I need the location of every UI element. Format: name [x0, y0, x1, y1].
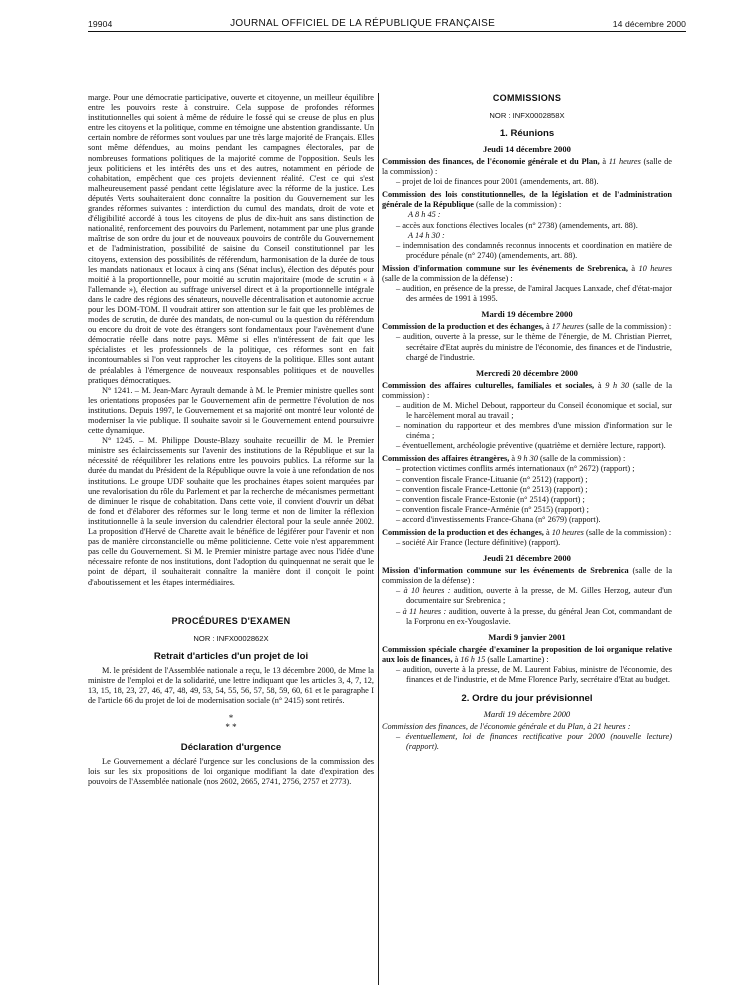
agenda-item: – accord d'investissements France-Ghana (n° 2679) (rapport).	[396, 514, 601, 524]
right-column	[382, 93, 672, 755]
meeting-production: Commission de la production et des échanges, à 17 heures (salle de la commission) : – audition, ouverte à la presse, sur le thème de l'énergie, de M. Christian Pierret, secrétaire d'Etat auprès du ministre de l'économie, des finances et de l'industrie, chargé de l'industrie.	[382, 322, 672, 362]
procedures-nor: NOR : INFX0002862X	[193, 633, 269, 643]
meeting-room: (salle de la commission) :	[585, 528, 672, 537]
agenda-item: – à 10 heures : audition, ouverte à la presse, de M. Gilles Herzog, auteur d'un documentaire sur Srebrenica ;	[396, 586, 672, 606]
journal-title: JOURNAL OFFICIEL DE LA RÉPUBLIQUE FRANÇAISE	[230, 18, 496, 29]
question-text-continued: marge. Pour une démocratie participative, ouverte et citoyenne, un meilleur équilibre entre les pouvoirs reste à construire. Cela suppose de profondes réformes institutionnelles qui soient à même de réduire le fossé qui se creuse de plus en plus entre les citoyens et la politique, comme en témoigne une abstention grandissante. Un certain nombre de réformes sont voulues par une très large majorité de Français. Elles sont même défendues, au moins pendant les campagnes électorales, par de nombreuses formations politiques de la majorité comme de l'opposition. Seuls les jeux politiciens et les intérêts des uns et des autres, notamment en période de cohabitation, empêchent que ces projets deviennent réalité. C'est ce qui s'est malheureusement passé pendant cette législature avec la réforme de la justice. Les députés Verts souhaiteraient donc connaître la position du Gouvernement sur les grandes réformes suivantes : interdiction du cumul des mandats, droit de vote et d'éligibilité accordé à tous les citoyens de plus de dix-huit ans sans distinction de nationalité, renforcement des pouvoirs du Parlement, notamment par une plus grande maîtrise de son ordre du jour et de nouveaux pouvoirs de contrôle du Gouvernement et de l'administration, possibilité de saisine du Conseil constitutionnel par les citoyens, extension des possibilités de référendum, harmonisation de la durée de tous les mandats nationaux et locaux à cinq ans (Sénat inclus), élection des députés pour moitié à la proportionnelle, pour moitié au scrutin majoritaire (mode de scrutin « à l'allemande »), élection au suffrage universel direct et à la proportionnelle intégrale dans le cadre des régions des sénateurs, nouvelle décentralisation et autonomie accrue pour les DOM-TOM. Il voudrait attirer son attention sur le fait que les problèmes de modes de scrutin, de durée des mandats, de non-cumul ou la question du référendum ou encore du droit de vote des étrangers sont fondamentaux pour l'avènement d'une démocratie réelle dans notre pays. Même si elles n'intéressent de fait que les spécialistes et les professionnels de la politique, ces réformes sont en fait incontournables si l'on veut rapprocher les citoyens de la politique. Elles sont autant de préalables à l'émergence de nouveaux responsables politiques et de nouvelles pratiques démocratiques.	[88, 93, 374, 385]
retrait-title: Retrait d'articles d'un projet de loi	[153, 650, 309, 662]
section-ordre-du-jour: 2. Ordre du jour prévisionnel	[461, 693, 593, 705]
commission-name: Commission des affaires culturelles, familiales et sociales,	[382, 380, 595, 390]
agenda-text: audition, ouverte à la presse, de M. Gilles Herzog, auteur d'un documentaire sur Srebrenica ;	[406, 586, 672, 606]
agenda-item: – convention fiscale France-Estonie (n° 2514) (rapport) ;	[396, 494, 585, 504]
agenda-item: – société Air France (lecture définitive) (rapport).	[396, 538, 561, 548]
meeting-srebrenica-2	[382, 566, 672, 627]
day-heading: Mardi 9 janvier 2001	[488, 631, 566, 642]
agenda-item: – éventuellement, archéologie préventive (quatrième et dernière lecture, rapport).	[396, 441, 666, 451]
meeting-finances-previsionnel	[382, 722, 672, 752]
agenda-item: – audition, en présence de la presse, de l'amiral Jacques Lanxade, chef d'état-major des armées de 1991 à 1995.	[396, 284, 672, 304]
agenda-item: – convention fiscale France-Lituanie (n° 2512) (rapport) ;	[396, 474, 588, 484]
commission-name: Commission spéciale chargée d'examiner la proposition de loi organique relative aux lois de finances,	[382, 644, 672, 664]
meeting-finances: Commission des finances, de l'économie générale et du Plan, à 11 heures (salle de la commission) : – projet de loi de finances pour 2001 (amendements, art. 88).	[382, 157, 672, 187]
meeting-time: A 8 h 45 :	[408, 210, 441, 220]
day-heading: Mardi 19 décembre 2000	[483, 709, 571, 720]
meeting-room: (salle Lamartine) :	[487, 654, 549, 664]
agenda-item: – audition, ouverte à la presse, sur le thème de l'énergie, de M. Christian Pierret, secrétaire d'Etat auprès du ministre de l'économie, des finances et de l'industrie, chargé de l'industrie.	[396, 332, 672, 362]
meeting-time: A 14 h 30 :	[408, 230, 445, 240]
commissions-nor: NOR : INFX0002858X	[489, 111, 565, 120]
meeting-room: (salle de la commission) :	[382, 380, 673, 400]
day-heading: Mardi 19 décembre 2000	[481, 309, 573, 320]
meeting-room: (salle de la commission) :	[585, 322, 672, 332]
commission-name: Mission d'information commune sur les événements de Srebrenica	[382, 566, 629, 576]
day-heading: Mercredi 20 décembre 2000	[476, 367, 578, 378]
procedures-title: PROCÉDURES D'EXAMEN	[171, 615, 291, 626]
meeting-time: 10 heures	[638, 263, 673, 273]
agenda-item: – à 11 heures : audition, ouverte à la presse, du général Jean Cot, commandant de la Forpronu en ex-Yougoslavie.	[396, 606, 672, 626]
commissions-title: COMMISSIONS	[492, 93, 562, 103]
commission-name: Commission des finances, de l'économie générale et du Plan,	[382, 157, 600, 166]
meeting-time: 16 h 15	[460, 654, 486, 664]
header-rule	[88, 31, 686, 32]
meeting-commission-speciale: Commission spéciale chargée d'examiner la proposition de loi organique relative aux lois de finances, à 16 h 15 (salle Lamartine) : – audition, ouverte à la presse, de M. Laurent Fabius, ministre de l'économie, des finances et de l'industrie, et de Mme Florence Parly, secrétaire d'Etat au budget.	[382, 644, 672, 685]
meeting-time: 10 heures	[551, 528, 584, 537]
commission-name: Mission d'information commune sur les événements de Srebrenica,	[382, 263, 628, 273]
agenda-item: – protection victimes conflits armés internationaux (n° 2672) (rapport) ;	[396, 464, 635, 474]
retrait-text: M. le président de l'Assemblée nationale a reçu, le 13 décembre 2000, de Mme la ministre de l'emploi et de la solidarité, une lettre indiquant que les articles 3, 4, 7, 12, 13, 15, 18, 23, 27, 46, 47, 48, 49, 53, 54, 55, 56, 57, 58, 59, 60, 61 et le paragraphe I de l'article 66 du projet de loi de modernisation sociale (n° 2415) sont retirés.	[88, 665, 374, 705]
meeting-room: (salle de la commission) :	[476, 200, 562, 210]
commission-name: Commission de la production et des échanges,	[382, 528, 544, 537]
meeting-time: 9 h 30	[517, 454, 538, 464]
meeting-affaires-culturelles: Commission des affaires culturelles, familiales et sociales, à 9 h 30 (salle de la commission) : – audition de M. Michel Debout, rapporteur du Conseil économique et social, sur le harcèlement moral au travail ; – nomination du rapporteur et des membres d'une mission d'information sur le cinéma ; – éventuellement, archéologie préventive (quatrième et dernière lecture, rapport).	[382, 380, 673, 451]
meeting-room: (salle de la commission de la défense) :	[382, 566, 672, 586]
agenda-item: – projet de loi de finances pour 2001 (amendements, art. 88).	[396, 177, 599, 187]
agenda-item: – audition, ouverte à la presse, de M. Laurent Fabius, ministre de l'économie, des finances et de l'industrie, et de Mme Florence Parly, secrétaire d'Etat au budget.	[396, 664, 672, 685]
left-column	[88, 93, 374, 787]
meeting-time: 17 heures	[551, 322, 584, 332]
meeting-time: 9 h 30	[605, 380, 630, 390]
page-header	[88, 15, 686, 29]
day-heading: Jeudi 21 décembre 2000	[483, 553, 571, 564]
agenda-item: – éventuellement, loi de finances rectificative pour 2000 (nouvelle lecture) (rapport).	[396, 732, 672, 752]
separator-stars	[88, 714, 374, 732]
commission-name: Commission des lois constitutionnelles, de la législation et de l'administration générale de la République	[382, 190, 672, 210]
star-bottom: * *	[225, 721, 237, 732]
meeting-lois	[382, 190, 672, 261]
urgence-text: Le Gouvernement a déclaré l'urgence sur les conclusions de la commission des lois sur les six propositions de loi organique modifiant la date d'expiration des pouvoirs de l'Assemblée nationale (nos 2602, 2665, 2741, 2756, 2757 et 2773).	[88, 756, 374, 787]
column-divider	[378, 93, 379, 985]
agenda-item: – nomination du rapporteur et des membres d'une mission d'information sur le cinéma ;	[396, 421, 672, 441]
agenda-item: – convention fiscale France-Lettonie (n° 2513) (rapport) ;	[396, 484, 588, 494]
agenda-item: – indemnisation des condamnés reconnus innocents et coordination en matière de procédure pénale (n° 2740) (amendements, art. 88).	[396, 240, 672, 260]
question-1245: N° 1245. – M. Philippe Douste-Blazy souhaite recueillir de M. le Premier ministre ses éclaircissements sur l'avenir des institutions de la République et sur la nécessité de rééquilibrer les relations entre les pouvoirs publics. La réforme sur la durée du mandat du Président de la République ouvre la voie à une refondation de nos institutions. Le groupe UDF souhaite que les prochaines étapes soient marquées par une revalorisation du rôle du Parlement et par la recherche de mécanismes permettant de diminuer le risque de cohabitation. Dans cette voie, il convient d'ouvrir un débat de fond et d'élaborer des réformes sur le long terme et non de limiter la réflexion institutionnelle à la seule inversion du calendrier électoral pour la seule année 2002. La proposition d'Hervé de Charette avait le bénéfice de légiférer pour l'avenir et non pas de manière circonstancielle ou même politicienne. Cette voie n'est apparemment pas celle du Gouvernement. Si M. le Premier ministre partage avec nous l'idée d'une nécessaire refonte de nos institutions, dont l'adoption du quinquennat ne serait que le point de départ, il souhaiterait connaître la manière dont il conçoit le point d'aboutissement et les étapes intermédiaires.	[88, 436, 374, 587]
star-top: *	[228, 712, 234, 723]
agenda-text: audition, ouverte à la presse, du général Jean Cot, commandant de la Forpronu en ex-Yougoslavie.	[406, 606, 672, 626]
issue-date: 14 décembre 2000	[612, 19, 686, 29]
question-1241: N° 1241. – M. Jean-Marc Ayrault demande à M. le Premier ministre quelles sont les orientations proposées par le Gouvernement afin de permettre l'évolution de nos institutions. Depuis 1997, le Gouvernement et sa majorité ont montré leur volonté de moderniser la vie publique. Il souhaite savoir si le Gouvernement entend poursuivre cette dynamique.	[88, 385, 374, 436]
agenda-item: – convention fiscale France-Arménie (n° 2515) (rapport) ;	[396, 504, 589, 514]
page-number: 19904	[88, 19, 113, 29]
meeting-srebrenica: Mission d'information commune sur les événements de Srebrenica, à 10 heures (salle de la commission de la défense) : – audition, en présence de la presse, de l'amiral Jacques Lanxade, chef d'état-major des armées de 1991 à 1995.	[382, 263, 673, 304]
commission-name: Commission des affaires étrangères,	[382, 454, 510, 464]
agenda-item: – accès aux fonctions électives locales (n° 2738) (amendements, art. 88).	[396, 220, 638, 230]
meeting-room: (salle de la commission) :	[382, 157, 672, 177]
urgence-title: Déclaration d'urgence	[180, 741, 282, 753]
meeting-time: 11 heures	[608, 157, 641, 166]
meeting-affaires-etrangeres: Commission des affaires étrangères, à 9 h 30 (salle de la commission) : – protection victimes conflits armés internationaux (n° 2672) (rapport) ; – convention fiscale France-Lituanie (n° 2512) (rapport) ; – convention fiscale France-Lettonie (n° 2513) (rapport) ; – convention fiscale France-Estonie (n° 2514) (rapport) ; – convention fiscale France-Arménie (n° 2515) (rapport) ; – accord d'investissements France-Ghana (n° 2679) (rapport).	[382, 454, 672, 525]
meeting-time: à 10 heures :	[403, 586, 451, 596]
meeting-time: à 11 heures :	[402, 606, 447, 616]
commission-name: Commission de la production et des échanges,	[382, 322, 544, 332]
meeting-production-2: Commission de la production et des échanges, à 10 heures (salle de la commission) : – société Air France (lecture définitive) (rapport).	[382, 528, 672, 548]
section-reunions: 1. Réunions	[499, 128, 555, 139]
day-heading: Jeudi 14 décembre 2000	[483, 144, 571, 154]
meeting-room: (salle de la commission) :	[540, 454, 626, 464]
commission-name: Commission des finances, de l'économie générale et du Plan, à 21 heures :	[382, 722, 631, 732]
agenda-item: – audition de M. Michel Debout, rapporteur du Conseil économique et social, sur le harcèlement moral au travail ;	[396, 400, 672, 420]
meeting-room: (salle de la commission de la défense) :	[382, 274, 513, 284]
